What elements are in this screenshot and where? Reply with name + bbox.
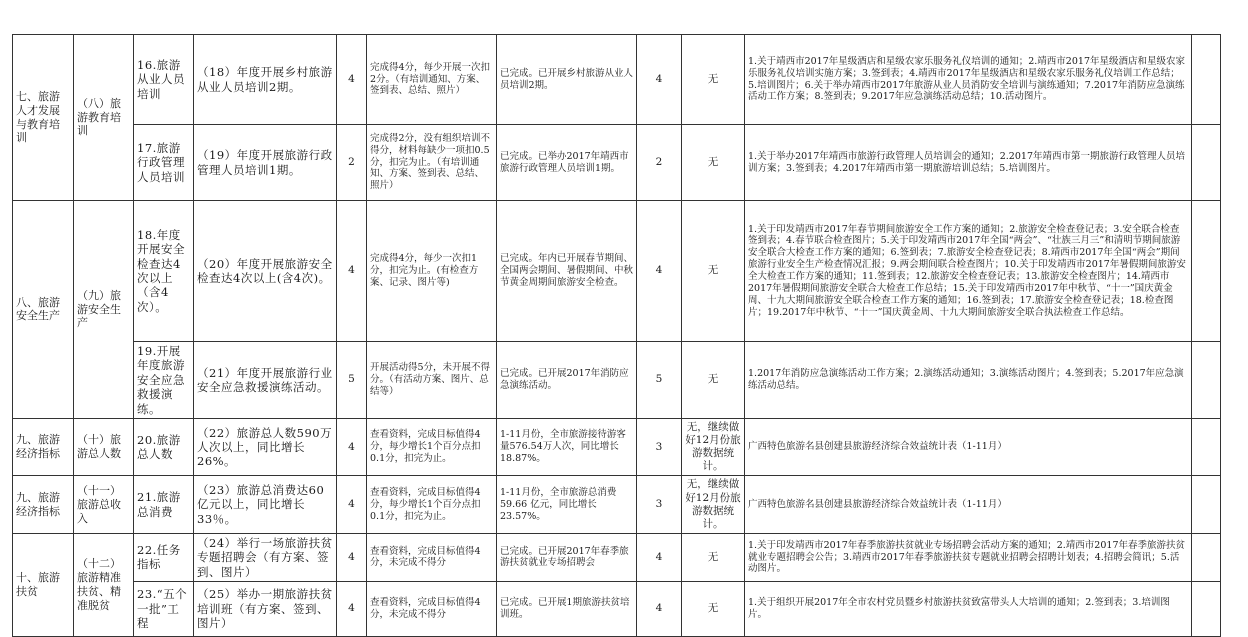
completion-cell: 已完成。已开展1期旅游扶贫培训班。	[497, 582, 637, 637]
method-cell: 查看资料，完成目标值得4分，每少增长1个百分点扣0.1分，扣完为止。	[367, 418, 497, 476]
category-cell: 九、旅游经济指标	[13, 418, 74, 476]
table-row	[13, 533, 1221, 581]
subcategory-cell: （九）旅游安全生产	[74, 201, 134, 419]
self-score-cell: 4	[637, 201, 682, 342]
deduction-cell: 无，继续做好12月份旅游数据统计。	[682, 418, 745, 476]
table-row	[13, 418, 1221, 476]
evidence-cell: 1.2017年消防应急演练活动工作方案；2.演练活动通知；3.演练活动图片；4.签到表；5.2017年应急演练活动总结。	[745, 342, 1192, 419]
table-row	[13, 35, 1221, 125]
completion-cell: 已完成。已开展2017年消防应急演练活动。	[497, 342, 637, 419]
item-cell: 22.任务指标	[134, 533, 194, 581]
deduction-cell: 无	[682, 533, 745, 581]
evaluation-table	[12, 34, 1221, 637]
self-score-cell: 4	[637, 582, 682, 637]
evaluation-table-sheet	[12, 34, 1220, 637]
score-cell: 2	[337, 125, 367, 201]
table-row	[13, 201, 1221, 342]
standard-cell: （22）旅游总人数590万人次以上，同比增长26%。	[194, 418, 337, 476]
category-cell: 十、旅游扶贫	[13, 533, 74, 636]
completion-cell: 已完成。已举办2017年靖西市旅游行政管理人员培训1期。	[497, 125, 637, 201]
deduction-cell: 无	[682, 342, 745, 419]
method-cell: 完成得4分，每少一次扣1分，扣完为止。(有检查方案、记录、图片等)	[367, 201, 497, 342]
evidence-cell: 1.关于靖西市2017年星级酒店和星级农家乐服务礼仪培训的通知；2.靖西市2017年星级酒店和星级农家乐服务礼仪培训实施方案；3.签到表；4.靖西市2017年星级酒店和星级农家乐服务礼仪培训工作总结；5.培训图片；6.关于举办靖西市2017年旅游从业人员消防安全培训与演练通知；7.2017年消防应急演练活动工作方案；8.签到表；9.2017年应急演练活动总结；10.活动图片。	[745, 35, 1192, 125]
category-cell: 八、旅游安全生产	[13, 201, 74, 419]
standard-cell: （23）旅游总消费达60亿元以上，同比增长33％。	[194, 476, 337, 534]
self-score-cell: 3	[637, 418, 682, 476]
item-cell: 19.开展年度旅游安全应急救援演练。	[134, 342, 194, 419]
completion-cell: 已完成。已开展2017年春季旅游扶贫就业专场招聘会	[497, 533, 637, 581]
remarks-cell	[1192, 201, 1221, 342]
completion-cell: 1-11月份，全市旅游总消费59.66 亿元，同比增长23.57%。	[497, 476, 637, 534]
standard-cell: （18）年度开展乡村旅游从业人员培训2期。	[194, 35, 337, 125]
item-cell: 16.旅游从业人员培训	[134, 35, 194, 125]
subcategory-cell: （八）旅游教育培训	[74, 35, 134, 201]
self-score-cell: 4	[637, 35, 682, 125]
item-cell: 18.年度开展安全检查达4次以上（含4次）。	[134, 201, 194, 342]
method-cell: 完成得4分，每少开展一次扣2分。（有培训通知、方案、签到表、总结、照片）	[367, 35, 497, 125]
subcategory-cell: （十二）旅游精准扶贫、精准脱贫	[74, 533, 134, 636]
completion-cell: 1-11月份，全市旅游接待游客量576.54万人次，同比增长18.87%。	[497, 418, 637, 476]
method-cell: 查看资料，完成目标值得4分，每少增长1个百分点扣0.1分，扣完为止。	[367, 476, 497, 534]
remarks-cell	[1192, 418, 1221, 476]
deduction-cell: 无，继续做好12月份旅游数据统计。	[682, 476, 745, 534]
category-cell: 七、旅游人才发展与教育培训	[13, 35, 74, 201]
remarks-cell	[1192, 125, 1221, 201]
score-cell: 5	[337, 342, 367, 419]
standard-cell: （20）年度开展旅游安全检查达4次以上(含4次)。	[194, 201, 337, 342]
deduction-cell: 无	[682, 35, 745, 125]
remarks-cell	[1192, 476, 1221, 534]
score-cell: 4	[337, 582, 367, 637]
deduction-cell: 无	[682, 125, 745, 201]
evidence-cell: 1.关于印发靖西市2017年春节期间旅游安全工作方案的通知；2.旅游安全检查登记表；3.安全联合检查签到表；4.春节联合检查图片；5.关于印发靖西市2017年全国“两会”、“壮族三月三”和清明节期间旅游安全联合大检查工作方案的通知；6.签到表；7.旅游安全检查登记表；8.靖西市2017年全国“两会”期间旅游行业安全生产检查情况汇报；9.两会期间联合检查图片；10.关于印发靖西市2017年暑假期间旅游安全大检查工作方案的通知；11.签到表；12.旅游安全检查登记表；13.旅游安全检查图片；14.靖西市2017年暑假期间旅游安全联合大检查工作总结；15.关于印发靖西市2017年中秋节、“十一”国庆黄金周、十九大期间旅游安全联合检查工作方案的通知；16.签到表；17.旅游安全检查登记表；18.检查图片；19.2017年中秋节、“十一”国庆黄金周、十九大期间旅游安全联合执法检查工作总结。	[745, 201, 1192, 342]
method-cell: 查看资料，完成目标值得4分，未完成不得分	[367, 582, 497, 637]
item-cell: 21.旅游总消费	[134, 476, 194, 534]
remarks-cell	[1192, 342, 1221, 419]
score-cell: 4	[337, 201, 367, 342]
score-cell: 4	[337, 533, 367, 581]
method-cell: 开展活动得5分，未开展不得分。（有活动方案、图片、总结等）	[367, 342, 497, 419]
score-cell: 4	[337, 476, 367, 534]
standard-cell: （25）举办一期旅游扶贫培训班（有方案、签到、图片）	[194, 582, 337, 637]
remarks-cell	[1192, 35, 1221, 125]
item-cell: 23.“五个一批”工程	[134, 582, 194, 637]
score-cell: 4	[337, 35, 367, 125]
self-score-cell: 5	[637, 342, 682, 419]
self-score-cell: 3	[637, 476, 682, 534]
completion-cell: 已完成。年内已开展春节期间、全国两会期间、暑假期间、中秋节黄金周期间旅游安全检查。	[497, 201, 637, 342]
deduction-cell: 无	[682, 582, 745, 637]
evidence-cell: 广西特色旅游名县创建县旅游经济综合效益统计表（1-11月）	[745, 476, 1192, 534]
table-row	[13, 125, 1221, 201]
table-row	[13, 582, 1221, 637]
method-cell: 查看资料，完成目标值得4分，未完成不得分	[367, 533, 497, 581]
subcategory-cell: （十一）旅游总收入	[74, 476, 134, 534]
table-row	[13, 476, 1221, 534]
self-score-cell: 4	[637, 533, 682, 581]
evidence-cell: 1.关于印发靖西市2017年春季旅游扶贫就业专场招聘会活动方案的通知；2.靖西市2017年春季旅游扶贫就业专题招聘会公告；3.靖西市2017年春季旅游扶贫专题就业招聘会招聘计划表；4.招聘会简讯；5.活动图片。	[745, 533, 1192, 581]
item-cell: 17.旅游行政管理人员培训	[134, 125, 194, 201]
deduction-cell: 无	[682, 201, 745, 342]
standard-cell: （19）年度开展旅游行政管理人员培训1期。	[194, 125, 337, 201]
table-row	[13, 342, 1221, 419]
self-score-cell: 2	[637, 125, 682, 201]
subcategory-cell: （十）旅游总人数	[74, 418, 134, 476]
completion-cell: 已完成。已开展乡村旅游从业人员培训2期。	[497, 35, 637, 125]
evidence-cell: 1.关于组织开展2017年全市农村党员暨乡村旅游扶贫致富带头人大培训的通知；2.签到表；3.培训图片。	[745, 582, 1192, 637]
item-cell: 20.旅游总人数	[134, 418, 194, 476]
remarks-cell	[1192, 582, 1221, 637]
evidence-cell: 广西特色旅游名县创建县旅游经济综合效益统计表（1-11月）	[745, 418, 1192, 476]
method-cell: 完成得2分，没有组织培训不得分，材料每缺少一项扣0.5分，扣完为止。（有培训通知、方案、签到表、总结、照片）	[367, 125, 497, 201]
standard-cell: （24）举行一场旅游扶贫专题招聘会（有方案、签到、图片）	[194, 533, 337, 581]
evidence-cell: 1.关于举办2017年靖西市旅游行政管理人员培训会的通知；2.2017年靖西市第一期旅游行政管理人员培训方案；3.签到表；4.2017年靖西市第一期旅游培训总结；5.培训图片。	[745, 125, 1192, 201]
category-cell: 九、旅游经济指标	[13, 476, 74, 534]
score-cell: 4	[337, 418, 367, 476]
standard-cell: （21）年度开展旅游行业安全应急救援演练活动。	[194, 342, 337, 419]
remarks-cell	[1192, 533, 1221, 581]
